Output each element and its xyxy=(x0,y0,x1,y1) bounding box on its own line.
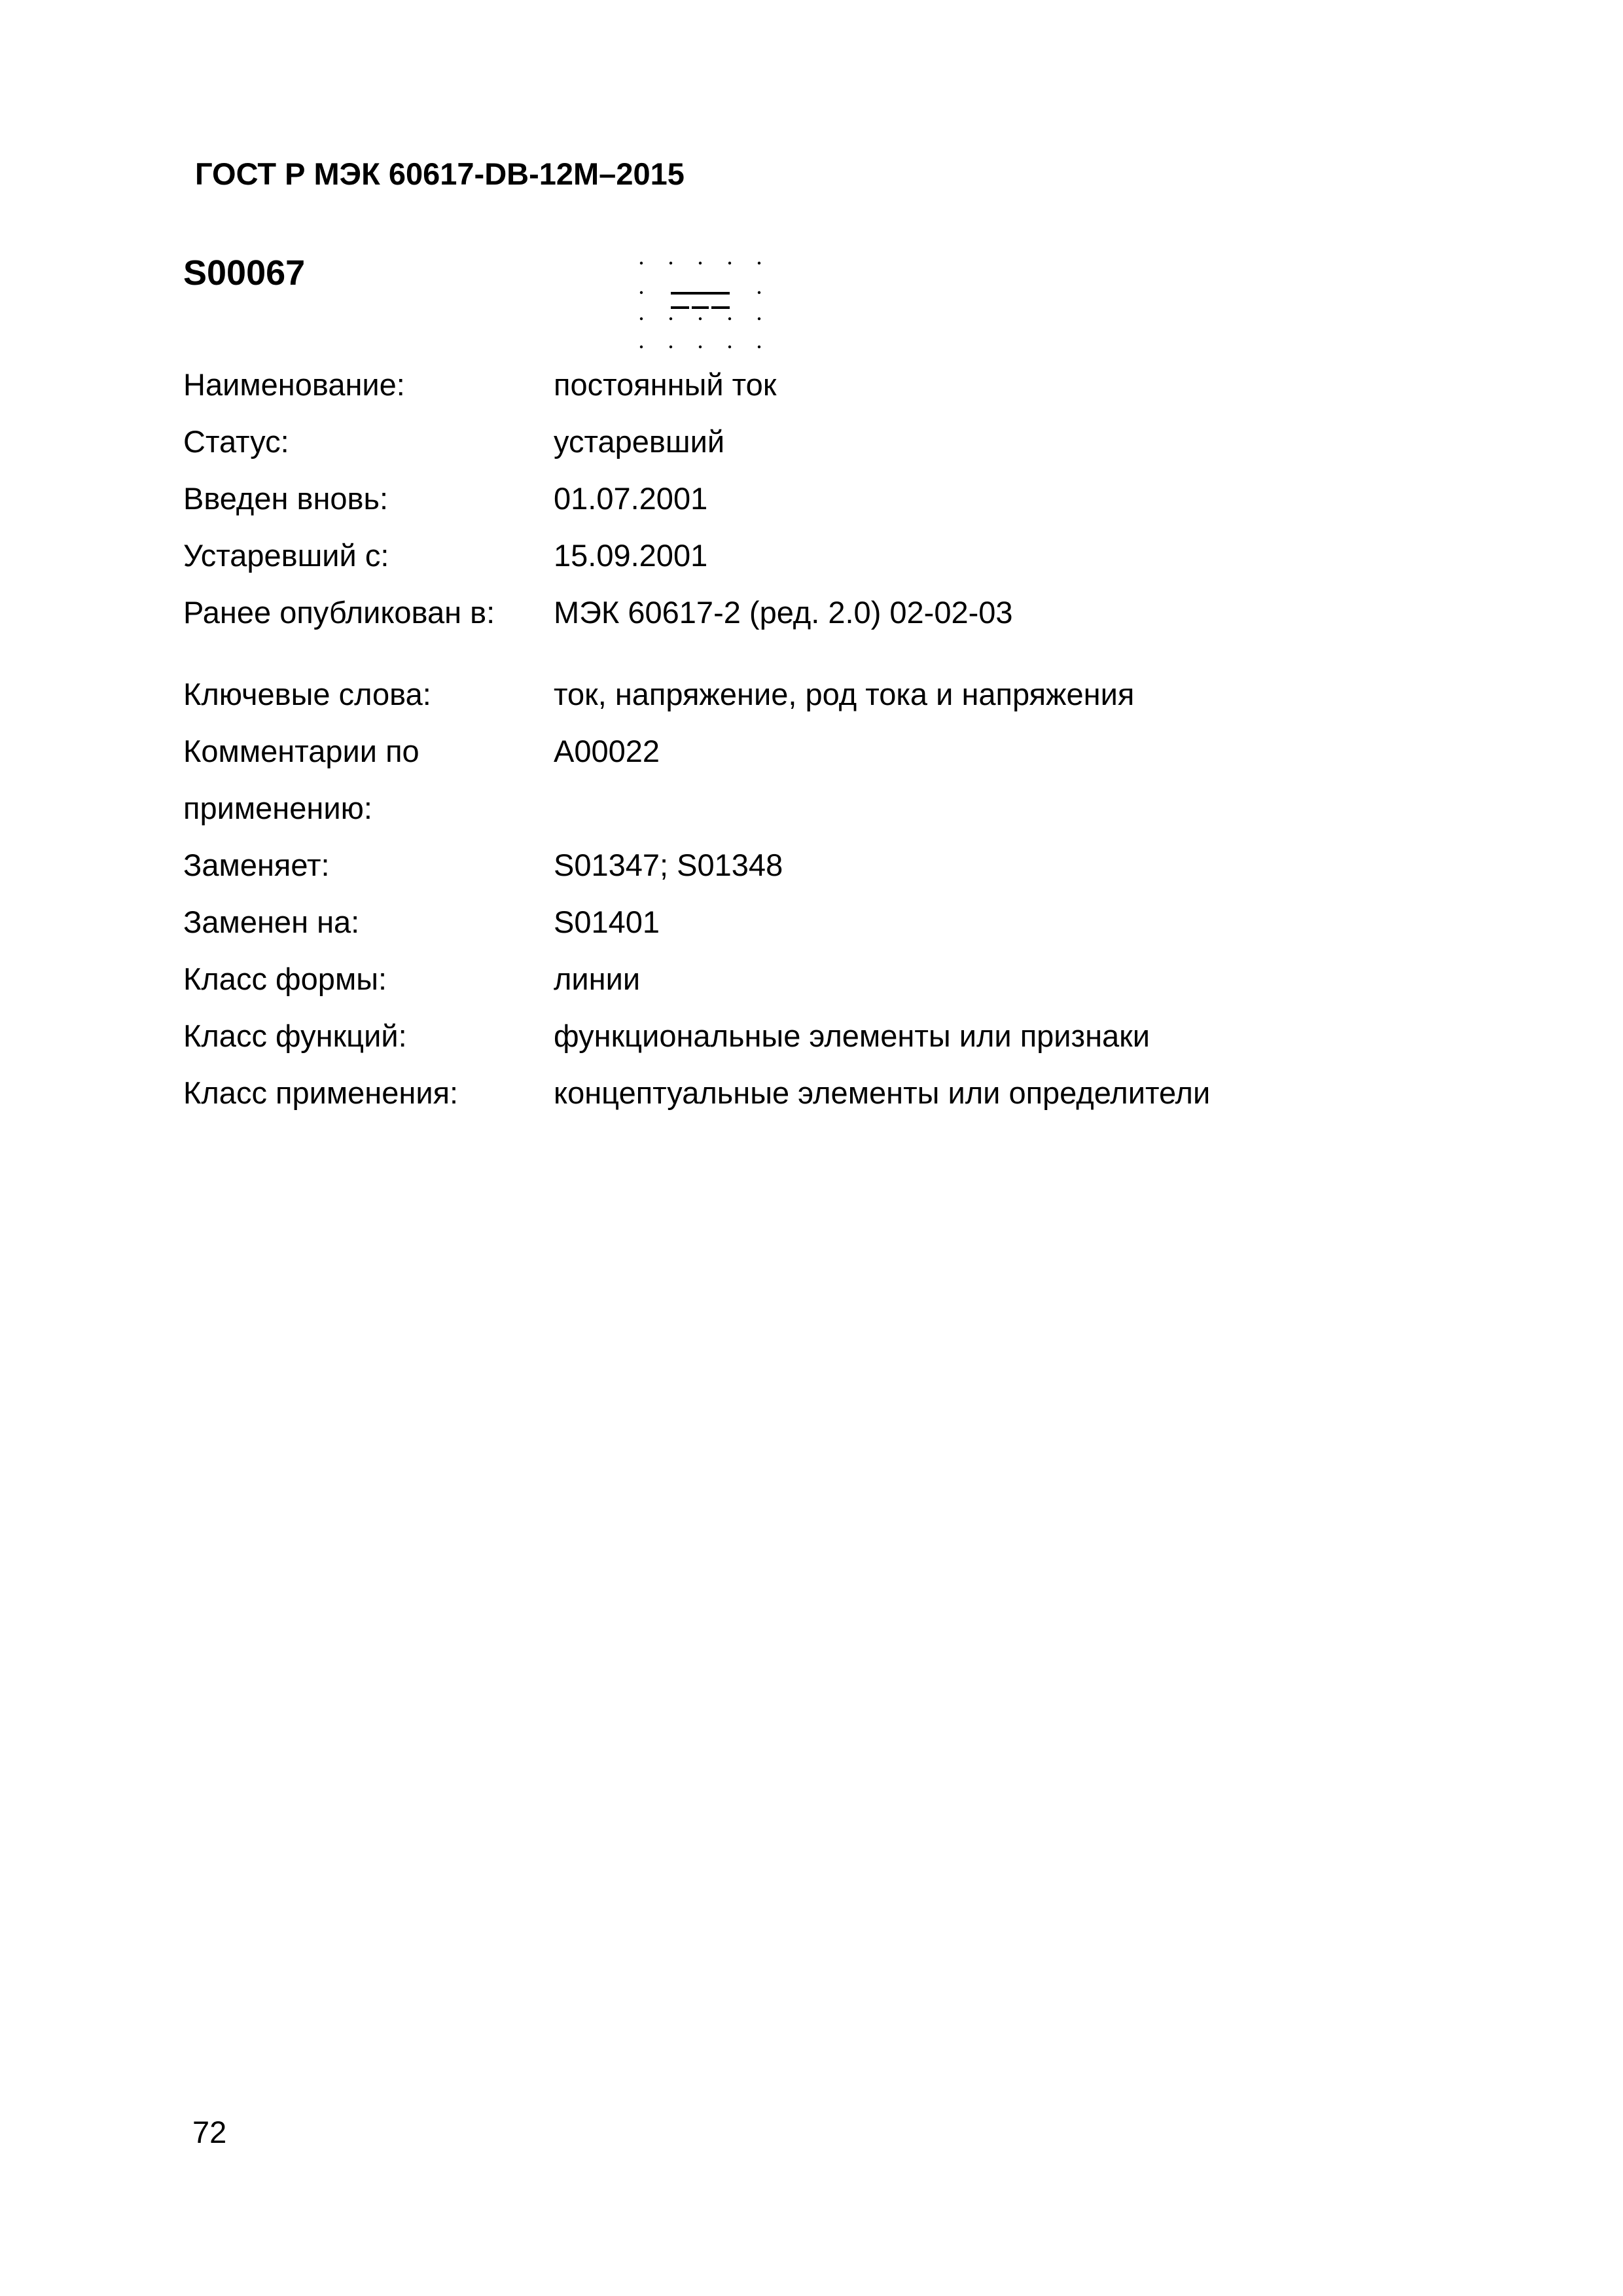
field-value: концептуальные элементы или определители xyxy=(554,1075,1211,1110)
field-replaces xyxy=(183,836,1427,893)
field-label: Класс функций: xyxy=(183,1018,407,1053)
field-value: 01.07.2001 xyxy=(554,481,708,516)
field-replaced-by xyxy=(183,893,1427,950)
field-value: постоянный ток xyxy=(554,367,777,402)
field-label: Введен вновь: xyxy=(183,481,389,516)
field-keywords xyxy=(183,666,1427,723)
field-name xyxy=(183,356,1427,413)
field-label: Комментарии по применению: xyxy=(183,734,419,825)
field-function-class xyxy=(183,1007,1427,1064)
field-value: функциональные элементы или признаки xyxy=(554,1018,1150,1053)
field-application-class xyxy=(183,1064,1427,1121)
field-label: Статус: xyxy=(183,424,289,459)
field-label: Наименование: xyxy=(183,367,405,402)
page-number: 72 xyxy=(192,2115,227,2149)
field-label: Заменен на: xyxy=(183,905,360,939)
field-value: S01347; S01348 xyxy=(554,848,783,882)
dc-current-symbol-icon xyxy=(633,255,771,360)
symbol-code: S00067 xyxy=(183,253,306,293)
field-value: A00022 xyxy=(554,734,660,768)
field-label: Класс применения: xyxy=(183,1075,459,1110)
field-previously-published xyxy=(183,584,1427,641)
field-value: 15.09.2001 xyxy=(554,538,708,573)
field-label: Заменяет: xyxy=(183,848,330,882)
field-value: ток, напряжение, род тока и напряжения xyxy=(554,677,1135,711)
field-value: линии xyxy=(554,961,641,996)
field-shape-class xyxy=(183,950,1427,1007)
field-value: S01401 xyxy=(554,905,660,939)
field-obsolete-since xyxy=(183,527,1427,584)
field-application-notes xyxy=(183,723,1427,836)
field-label: Класс формы: xyxy=(183,961,387,996)
field-label: Устаревший с: xyxy=(183,538,389,573)
document-header: ГОСТ Р МЭК 60617-DB-12M–2015 xyxy=(195,156,685,191)
field-introduced xyxy=(183,470,1427,527)
field-value: устаревший xyxy=(554,424,725,459)
field-value: МЭК 60617-2 (ред. 2.0) 02-02-03 xyxy=(554,595,1013,630)
field-label: Ключевые слова: xyxy=(183,677,431,711)
symbol-properties xyxy=(183,356,1427,1121)
field-status xyxy=(183,413,1427,470)
field-label: Ранее опубликован в: xyxy=(183,595,495,630)
